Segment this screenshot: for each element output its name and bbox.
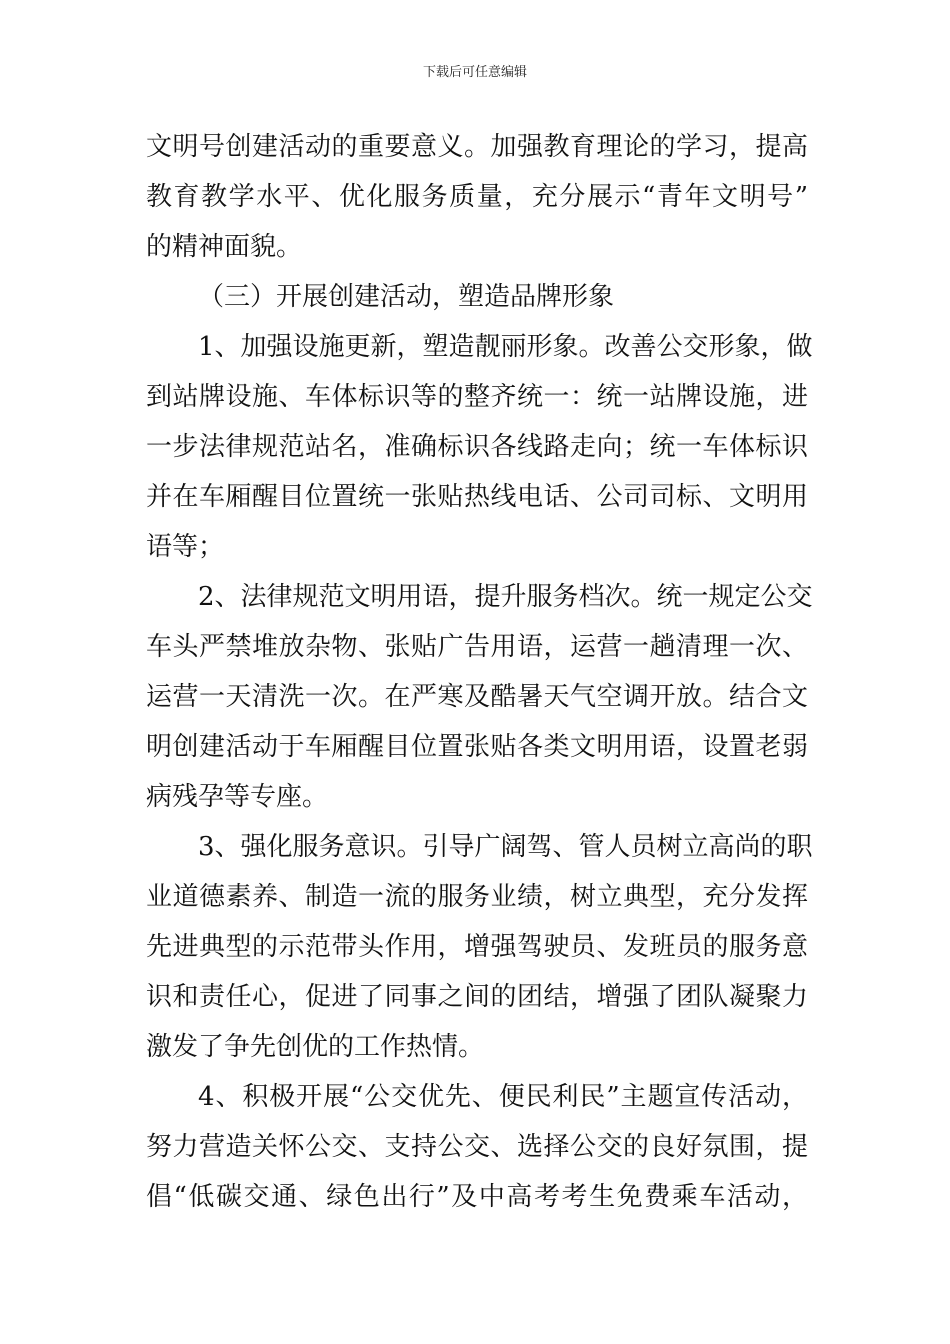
paragraph-line: 并在车厢醒目位置统一张贴热线电话、公司司标、文明用	[146, 482, 808, 512]
paragraph-line: 2、法律规范文明用语，提升服务档次。统一规定公交	[198, 582, 813, 612]
section-heading-text: （三）开展创建活动，塑造品牌形象	[198, 282, 615, 312]
paragraph-line: 到站牌设施、车体标识等的整齐统一：统一站牌设施，进	[146, 382, 808, 412]
paragraph-intro	[146, 122, 808, 272]
paragraph-line: 先进典型的示范带头作用，增强驾驶员、发班员的服务意	[146, 932, 808, 962]
section-heading	[146, 272, 808, 322]
paragraph-line: 教育教学水平、优化服务质量，充分展示“青年文明号”	[146, 182, 808, 212]
page-header: 下载后可任意编辑	[422, 65, 527, 80]
document-body	[146, 122, 813, 1222]
paragraph-line: 一步法律规范站名，准确标识各线路走向；统一车体标识	[146, 432, 808, 462]
paragraph-line: 1、加强设施更新，塑造靓丽形象。改善公交形象，做	[198, 332, 813, 362]
paragraph-line: 语等；	[146, 532, 225, 562]
paragraph-item-4	[146, 1072, 808, 1222]
paragraph-line: 文明号创建活动的重要意义。加强教育理论的学习，提高	[146, 132, 808, 162]
paragraph-line: 运营一天清洗一次。在严寒及酷暑天气空调开放。结合文	[146, 682, 808, 712]
paragraph-line: 识和责任心，促进了同事之间的团结，增强了团队凝聚力	[146, 982, 808, 1012]
paragraph-line: 的精神面貌。	[146, 232, 303, 262]
paragraph-line: 3、强化服务意识。引导广阔驾、管人员树立高尚的职	[198, 832, 813, 862]
paragraph-item-3	[146, 822, 813, 1072]
paragraph-line: 倡“低碳交通、绿色出行”及中高考考生免费乘车活动，	[146, 1182, 808, 1212]
paragraph-line: 努力营造关怀公交、支持公交、选择公交的良好氛围，提	[146, 1132, 808, 1162]
paragraph-line: 明创建活动于车厢醒目位置张贴各类文明用语，设置老弱	[146, 732, 808, 762]
paragraph-line: 车头严禁堆放杂物、张贴广告用语，运营一趟清理一次、	[146, 632, 808, 662]
paragraph-line: 4、积极开展“公交优先、便民利民”主题宣传活动，	[198, 1082, 808, 1112]
paragraph-line: 业道德素养、制造一流的服务业绩，树立典型，充分发挥	[146, 882, 808, 912]
paragraph-line: 病残孕等专座。	[146, 782, 329, 812]
paragraph-line: 激发了争先创优的工作热情。	[146, 1032, 485, 1062]
paragraph-item-2	[146, 572, 813, 822]
paragraph-item-1	[146, 322, 813, 572]
